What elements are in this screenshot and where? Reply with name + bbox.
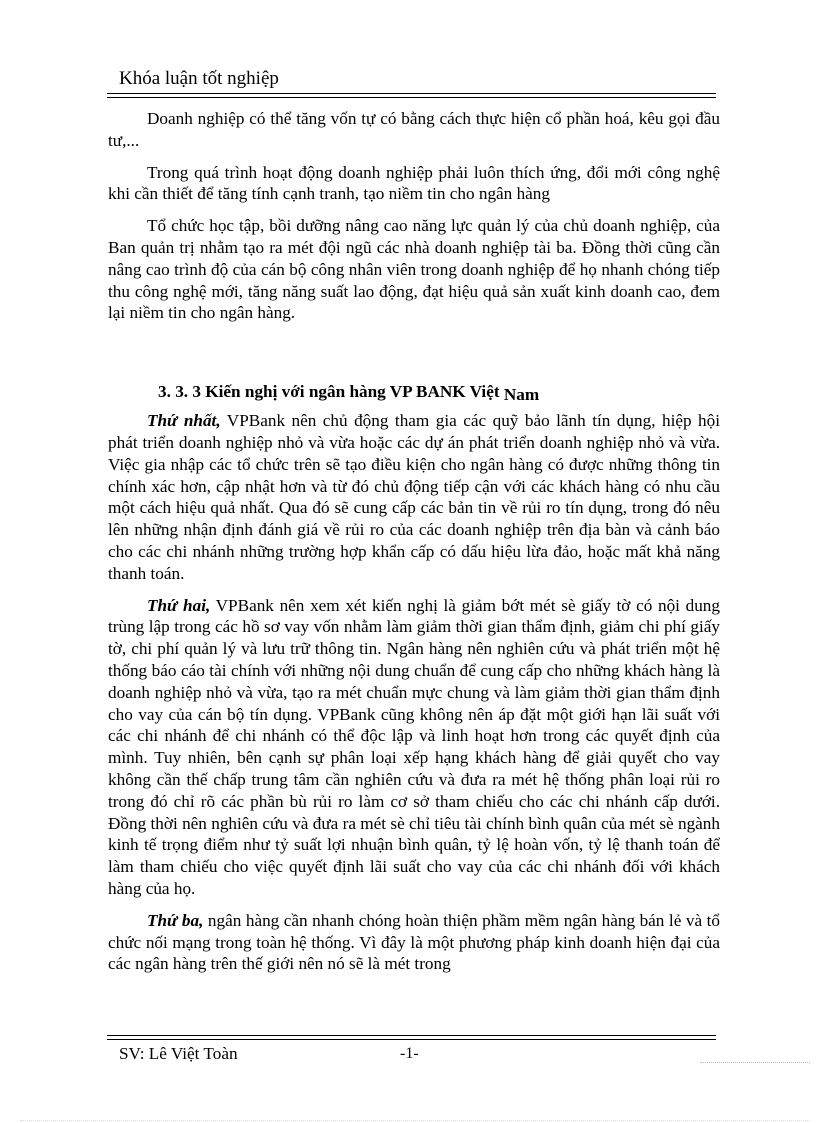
footer-author: SV: Lê Việt Toàn bbox=[119, 1044, 238, 1063]
recommendation-1-lead: Thứ nhất, bbox=[147, 411, 221, 431]
recommendation-2 bbox=[108, 595, 720, 900]
section-heading-tail: Nam bbox=[503, 385, 540, 405]
recommendation-1 bbox=[108, 410, 720, 584]
recommendation-3 bbox=[108, 910, 720, 975]
paragraph-2: Trong quá trình hoạt động doanh nghiệp phải luôn thích ứng, đổi mới công nghệ khi cần thiết để tăng tính cạnh tranh, tạo niềm tin cho ngân hàng bbox=[108, 162, 720, 204]
page-edge-dots bbox=[20, 1120, 810, 1121]
header-title: Khóa luận tốt nghiệp bbox=[119, 68, 279, 89]
recommendation-2-text: VPBank nên xem xét kiến nghị là giảm bớt mét sè giấy tờ có nội dung trùng lập trong các hồ sơ vay vốn nhằm làm giảm thời gian thẩm định, giảm chi phí giấy tờ, chi phí quản lý và lưu trữ thông tin. Ngân hàng nên nghiên cứu và phát triển một hệ thống báo cáo tài chính với những nội dung chuẩn để cung cấp cho những khách hàng là doanh nghiệp nhỏ và vừa, tạo ra mét chuẩn mực chung và làm giảm thời gian thẩm định cho vay của cán bộ tín dụng. VPBank cũng không nên áp đặt một giới hạn lãi suất với các chi nhánh để chi nhánh có thể độc lập và linh hoạt hơn trong các quyết định của mình. Tuy nhiên, bên cạnh sự phân loại xếp hạng khách hàng để giải quyết cho vay không cần thế chấp trung tâm cần nghiên cứu và đưa ra mét hệ thống phân loại rủi ro trong đó chỉ rõ các phần bù rủi ro làm cơ sở tham chiếu cho các chi nhánh cấp dưới. Đồng thời nên nghiên cứu và đưa ra mét sè chỉ tiêu tài chính bình quân của mét sè ngành kinh tế trọng điểm như tỷ suất lợi nhuận bình quân, tỷ lệ hoàn vốn, tỷ lệ thanh toán để làm tham chiếu cho việc quyết định lãi suất cho vay của các chi nhánh đối với khách hàng của họ. bbox=[108, 595, 720, 898]
header-rule bbox=[107, 93, 716, 98]
recommendation-3-lead: Thứ ba, bbox=[147, 910, 204, 930]
paragraph-3: Tổ chức học tập, bồi dưỡng nâng cao năng lực quản lý của chủ doanh nghiệp, của Ban quản trị nhằm tạo ra mét đội ngũ các nhà doanh nghiệp tài ba. Đồng thời cũng cần nâng cao trình độ của cán bộ công nhân viên trong doanh nghiệp để họ nhanh chóng tiếp thu công nghệ mới, tăng năng suất lao động, đạt hiệu quả sản xuất kinh doanh cao, đem lại niềm tin cho ngân hàng. bbox=[108, 216, 720, 323]
corner-mark bbox=[700, 1062, 810, 1066]
body-text bbox=[108, 108, 720, 985]
page-number: -1- bbox=[400, 1045, 419, 1062]
paragraph-1: Doanh nghiệp có thể tăng vốn tự có bằng cách thực hiện cổ phần hoá, kêu gọi đầu tư,... bbox=[108, 109, 720, 150]
recommendation-2-lead: Thứ hai, bbox=[147, 595, 211, 615]
footer-rule bbox=[107, 1035, 716, 1040]
section-heading bbox=[108, 380, 720, 404]
recommendation-3-text: ngân hàng cần nhanh chóng hoàn thiện phầm mềm ngân hàng bán lẻ và tổ chức nối mạng trong toàn hệ thống. Vì đây là một phương pháp kinh doanh hiện đại của các ngân hàng trên thế giới nên nó sẽ là mét trong bbox=[108, 910, 720, 974]
section-heading-text: 3. 3. 3 Kiến nghị với ngân hàng VP BANK Việt bbox=[158, 382, 500, 402]
recommendation-1-text: VPBank nên chủ động tham gia các quỹ bảo lãnh tín dụng, hiệp hội phát triển doanh nghiệp nhỏ và vừa hoặc các dự án phát triển doanh nghiệp nhỏ và vừa. Việc gia nhập các tổ chức trên sẽ tạo điều kiện cho ngân hàng có được những thông tin chính xác hơn, cập nhật hơn và từ đó chủ động tiếp cận với các khách hàng có nhu cầu một cách hiệu quả nhất. Qua đó sẽ cung cấp các bản tin về rủi ro tín dụng, trong đó nêu lên những nhận định đánh giá về rủi ro của các doanh nghiệp trên địa bàn và cảnh báo cho các chi nhánh những trường hợp khẩn cấp có dấu hiệu lừa đảo, hoặc mất khả năng thanh toán. bbox=[108, 411, 721, 583]
